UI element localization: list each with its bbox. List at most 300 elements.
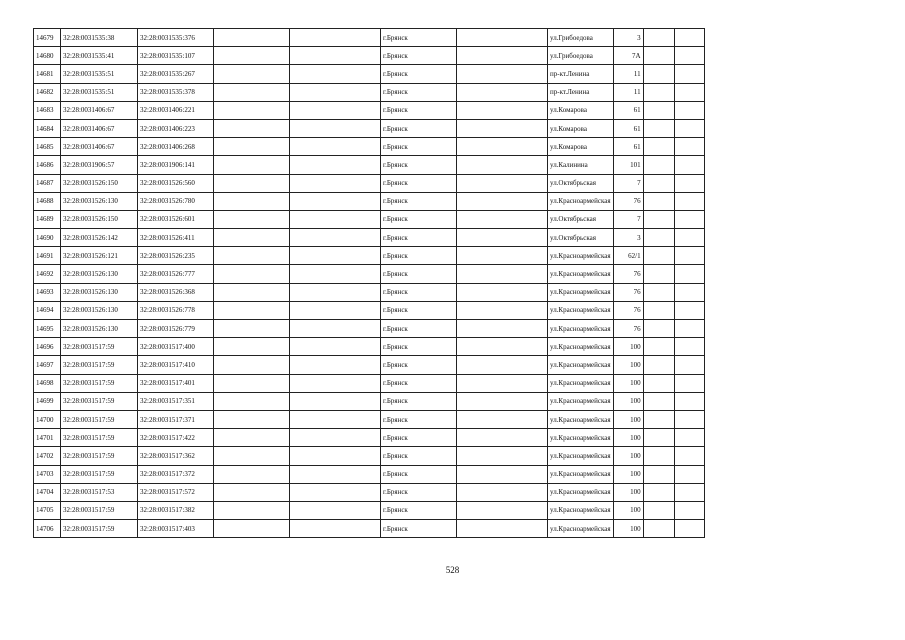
empty-cell [457,283,548,301]
street: ул.Красноармейская [548,465,614,483]
house-number: 100 [613,520,643,538]
street: ул.Красноармейская [548,301,614,319]
house-number: 61 [613,138,643,156]
city: г.Брянск [381,192,457,210]
table-row [34,320,705,338]
empty-cell [643,138,674,156]
empty-cell [290,501,381,519]
table-row [34,119,705,137]
cadastral-number: 32:28:0031906:141 [138,156,214,174]
empty-cell [674,320,704,338]
row-number: 14692 [34,265,61,283]
cadastral-number: 32:28:0031517:382 [138,501,214,519]
table-row [34,392,705,410]
street: ул.Комарова [548,101,614,119]
row-number: 14703 [34,465,61,483]
empty-cell [214,156,290,174]
house-number: 100 [613,501,643,519]
empty-cell [643,47,674,65]
cadastral-number: 32:28:0031517:572 [138,483,214,501]
table-row [34,374,705,392]
empty-cell [290,83,381,101]
empty-cell [674,501,704,519]
empty-cell [643,410,674,428]
empty-cell [290,47,381,65]
empty-cell [674,374,704,392]
table-row [34,265,705,283]
empty-cell [457,247,548,265]
house-number: 100 [613,356,643,374]
empty-cell [214,320,290,338]
empty-cell [674,247,704,265]
empty-cell [290,301,381,319]
city: г.Брянск [381,119,457,137]
street: ул.Калинина [548,156,614,174]
city: г.Брянск [381,47,457,65]
empty-cell [643,374,674,392]
street: ул.Красноармейская [548,501,614,519]
row-number: 14685 [34,138,61,156]
parent-cadastral-number: 32:28:0031517:59 [61,374,138,392]
city: г.Брянск [381,83,457,101]
table-row [34,47,705,65]
street: ул.Красноармейская [548,483,614,501]
cadastral-number: 32:28:0031517:422 [138,429,214,447]
empty-cell [457,429,548,447]
empty-cell [643,65,674,83]
empty-cell [290,247,381,265]
city: г.Брянск [381,138,457,156]
row-number: 14704 [34,483,61,501]
empty-cell [457,483,548,501]
cadastral-number: 32:28:0031526:560 [138,174,214,192]
street: ул.Комарова [548,138,614,156]
empty-cell [457,101,548,119]
city: г.Брянск [381,174,457,192]
empty-cell [214,520,290,538]
cadastral-number: 32:28:0031535:107 [138,47,214,65]
house-number: 100 [613,483,643,501]
empty-cell [674,265,704,283]
street: ул.Красноармейская [548,192,614,210]
city: г.Брянск [381,210,457,228]
empty-cell [214,265,290,283]
empty-cell [457,138,548,156]
empty-cell [290,29,381,47]
empty-cell [643,301,674,319]
street: ул.Красноармейская [548,338,614,356]
empty-cell [457,156,548,174]
parent-cadastral-number: 32:28:0031517:53 [61,483,138,501]
street: ул.Октябрьская [548,174,614,192]
empty-cell [457,520,548,538]
empty-cell [290,156,381,174]
table-row [34,210,705,228]
parent-cadastral-number: 32:28:0031406:67 [61,101,138,119]
house-number: 3 [613,229,643,247]
row-number: 14679 [34,29,61,47]
empty-cell [674,192,704,210]
empty-cell [674,156,704,174]
city: г.Брянск [381,265,457,283]
cadastral-number: 32:28:0031526:411 [138,229,214,247]
street: ул.Красноармейская [548,320,614,338]
empty-cell [290,283,381,301]
empty-cell [457,47,548,65]
house-number: 100 [613,429,643,447]
parent-cadastral-number: 32:28:0031535:51 [61,83,138,101]
cadastral-number: 32:28:0031535:378 [138,83,214,101]
parent-cadastral-number: 32:28:0031526:130 [61,301,138,319]
row-number: 14686 [34,156,61,174]
city: г.Брянск [381,483,457,501]
empty-cell [457,501,548,519]
empty-cell [457,392,548,410]
house-number: 76 [613,265,643,283]
cadastral-number: 32:28:0031406:221 [138,101,214,119]
house-number: 62/1 [613,247,643,265]
cadastral-number: 32:28:0031535:376 [138,29,214,47]
parent-cadastral-number: 32:28:0031535:41 [61,47,138,65]
empty-cell [457,301,548,319]
empty-cell [290,483,381,501]
parent-cadastral-number: 32:28:0031517:59 [61,356,138,374]
row-number: 14698 [34,374,61,392]
cadastral-number: 32:28:0031517:372 [138,465,214,483]
street: ул.Комарова [548,119,614,137]
parent-cadastral-number: 32:28:0031517:59 [61,465,138,483]
table-row [34,283,705,301]
empty-cell [674,338,704,356]
empty-cell [214,138,290,156]
empty-cell [290,356,381,374]
city: г.Брянск [381,229,457,247]
table-row [34,83,705,101]
empty-cell [290,174,381,192]
city: г.Брянск [381,356,457,374]
empty-cell [214,47,290,65]
empty-cell [457,192,548,210]
empty-cell [457,447,548,465]
house-number: 100 [613,392,643,410]
city: г.Брянск [381,447,457,465]
empty-cell [457,210,548,228]
empty-cell [214,174,290,192]
empty-cell [643,320,674,338]
house-number: 100 [613,410,643,428]
cadastral-number: 32:28:0031517:351 [138,392,214,410]
empty-cell [214,101,290,119]
empty-cell [643,338,674,356]
house-number: 7 [613,174,643,192]
house-number: 7А [613,47,643,65]
parent-cadastral-number: 32:28:0031906:57 [61,156,138,174]
row-number: 14680 [34,47,61,65]
table-row [34,356,705,374]
empty-cell [643,210,674,228]
row-number: 14681 [34,65,61,83]
empty-cell [214,301,290,319]
cadastral-number: 32:28:0031517:371 [138,410,214,428]
city: г.Брянск [381,320,457,338]
empty-cell [457,229,548,247]
table-row [34,447,705,465]
empty-cell [643,174,674,192]
empty-cell [457,265,548,283]
empty-cell [643,101,674,119]
empty-cell [643,247,674,265]
empty-cell [457,174,548,192]
empty-cell [290,392,381,410]
empty-cell [643,356,674,374]
row-number: 14694 [34,301,61,319]
table-row [34,520,705,538]
row-number: 14706 [34,520,61,538]
city: г.Брянск [381,465,457,483]
empty-cell [457,374,548,392]
parent-cadastral-number: 32:28:0031526:150 [61,174,138,192]
empty-cell [674,119,704,137]
empty-cell [674,174,704,192]
street: ул.Грибоедова [548,29,614,47]
street: ул.Октябрьская [548,229,614,247]
empty-cell [214,229,290,247]
street: ул.Красноармейская [548,265,614,283]
row-number: 14682 [34,83,61,101]
empty-cell [674,29,704,47]
empty-cell [643,156,674,174]
city: г.Брянск [381,392,457,410]
empty-cell [643,283,674,301]
street: пр-кт.Ленина [548,65,614,83]
empty-cell [643,465,674,483]
street: ул.Грибоедова [548,47,614,65]
table-row [34,29,705,47]
empty-cell [290,101,381,119]
parent-cadastral-number: 32:28:0031517:59 [61,447,138,465]
house-number: 76 [613,301,643,319]
empty-cell [643,119,674,137]
empty-cell [290,119,381,137]
table-row [34,410,705,428]
table-row [34,429,705,447]
table-row [34,192,705,210]
empty-cell [674,356,704,374]
street: ул.Красноармейская [548,247,614,265]
house-number: 3 [613,29,643,47]
city: г.Брянск [381,156,457,174]
table-row [34,156,705,174]
empty-cell [214,247,290,265]
parent-cadastral-number: 32:28:0031526:130 [61,265,138,283]
empty-cell [674,101,704,119]
empty-cell [214,465,290,483]
empty-cell [643,429,674,447]
street: ул.Красноармейская [548,356,614,374]
row-number: 14701 [34,429,61,447]
empty-cell [674,520,704,538]
city: г.Брянск [381,429,457,447]
empty-cell [674,210,704,228]
empty-cell [643,29,674,47]
table-body [34,29,705,538]
table-row [34,65,705,83]
empty-cell [457,320,548,338]
table-row [34,483,705,501]
city: г.Брянск [381,374,457,392]
city: г.Брянск [381,101,457,119]
empty-cell [643,483,674,501]
parent-cadastral-number: 32:28:0031517:59 [61,410,138,428]
parent-cadastral-number: 32:28:0031526:121 [61,247,138,265]
empty-cell [214,338,290,356]
row-number: 14700 [34,410,61,428]
empty-cell [214,29,290,47]
city: г.Брянск [381,283,457,301]
row-number: 14696 [34,338,61,356]
registry-table [33,28,705,538]
street: ул.Красноармейская [548,392,614,410]
table-row [34,301,705,319]
street: ул.Красноармейская [548,283,614,301]
street: ул.Красноармейская [548,520,614,538]
empty-cell [643,447,674,465]
parent-cadastral-number: 32:28:0031526:130 [61,283,138,301]
empty-cell [674,410,704,428]
empty-cell [457,83,548,101]
street: пр-кт.Ленина [548,83,614,101]
house-number: 76 [613,283,643,301]
empty-cell [290,138,381,156]
parent-cadastral-number: 32:28:0031406:67 [61,119,138,137]
empty-cell [214,410,290,428]
empty-cell [457,119,548,137]
parent-cadastral-number: 32:28:0031517:59 [61,392,138,410]
parent-cadastral-number: 32:28:0031517:59 [61,501,138,519]
cadastral-number: 32:28:0031526:601 [138,210,214,228]
empty-cell [290,338,381,356]
empty-cell [674,283,704,301]
empty-cell [674,301,704,319]
city: г.Брянск [381,247,457,265]
cadastral-number: 32:28:0031406:268 [138,138,214,156]
empty-cell [214,501,290,519]
parent-cadastral-number: 32:28:0031517:59 [61,429,138,447]
row-number: 14705 [34,501,61,519]
empty-cell [214,283,290,301]
row-number: 14688 [34,192,61,210]
parent-cadastral-number: 32:28:0031406:67 [61,138,138,156]
street: ул.Красноармейская [548,447,614,465]
house-number: 61 [613,101,643,119]
empty-cell [214,210,290,228]
parent-cadastral-number: 32:28:0031517:59 [61,338,138,356]
empty-cell [290,210,381,228]
parent-cadastral-number: 32:28:0031535:38 [61,29,138,47]
table-row [34,101,705,119]
empty-cell [290,65,381,83]
empty-cell [643,265,674,283]
empty-cell [290,520,381,538]
house-number: 11 [613,83,643,101]
cadastral-number: 32:28:0031526:235 [138,247,214,265]
empty-cell [674,229,704,247]
empty-cell [674,83,704,101]
cadastral-number: 32:28:0031526:368 [138,283,214,301]
empty-cell [290,265,381,283]
empty-cell [643,83,674,101]
table-row [34,247,705,265]
empty-cell [214,83,290,101]
empty-cell [674,447,704,465]
parent-cadastral-number: 32:28:0031526:150 [61,210,138,228]
house-number: 101 [613,156,643,174]
empty-cell [290,410,381,428]
empty-cell [214,374,290,392]
row-number: 14687 [34,174,61,192]
empty-cell [457,65,548,83]
table-row [34,501,705,519]
parent-cadastral-number: 32:28:0031526:130 [61,192,138,210]
row-number: 14693 [34,283,61,301]
row-number: 14702 [34,447,61,465]
empty-cell [674,65,704,83]
cadastral-number: 32:28:0031517:362 [138,447,214,465]
empty-cell [290,374,381,392]
empty-cell [674,483,704,501]
street: ул.Октябрьская [548,210,614,228]
empty-cell [674,138,704,156]
city: г.Брянск [381,65,457,83]
empty-cell [643,520,674,538]
empty-cell [214,392,290,410]
cadastral-number: 32:28:0031526:778 [138,301,214,319]
cadastral-number: 32:28:0031517:403 [138,520,214,538]
empty-cell [290,320,381,338]
cadastral-number: 32:28:0031526:780 [138,192,214,210]
city: г.Брянск [381,29,457,47]
table-row [34,138,705,156]
parent-cadastral-number: 32:28:0031526:130 [61,320,138,338]
row-number: 14690 [34,229,61,247]
cadastral-number: 32:28:0031406:223 [138,119,214,137]
street: ул.Красноармейская [548,429,614,447]
house-number: 100 [613,447,643,465]
house-number: 100 [613,338,643,356]
cadastral-number: 32:28:0031526:779 [138,320,214,338]
empty-cell [643,392,674,410]
house-number: 11 [613,65,643,83]
row-number: 14683 [34,101,61,119]
house-number: 100 [613,374,643,392]
empty-cell [214,483,290,501]
empty-cell [674,47,704,65]
cadastral-number: 32:28:0031526:777 [138,265,214,283]
house-number: 7 [613,210,643,228]
empty-cell [214,192,290,210]
empty-cell [674,429,704,447]
parent-cadastral-number: 32:28:0031517:59 [61,520,138,538]
empty-cell [290,465,381,483]
city: г.Брянск [381,410,457,428]
house-number: 61 [613,119,643,137]
parent-cadastral-number: 32:28:0031535:51 [61,65,138,83]
street: ул.Красноармейская [548,374,614,392]
house-number: 76 [613,320,643,338]
city: г.Брянск [381,520,457,538]
empty-cell [290,447,381,465]
row-number: 14695 [34,320,61,338]
